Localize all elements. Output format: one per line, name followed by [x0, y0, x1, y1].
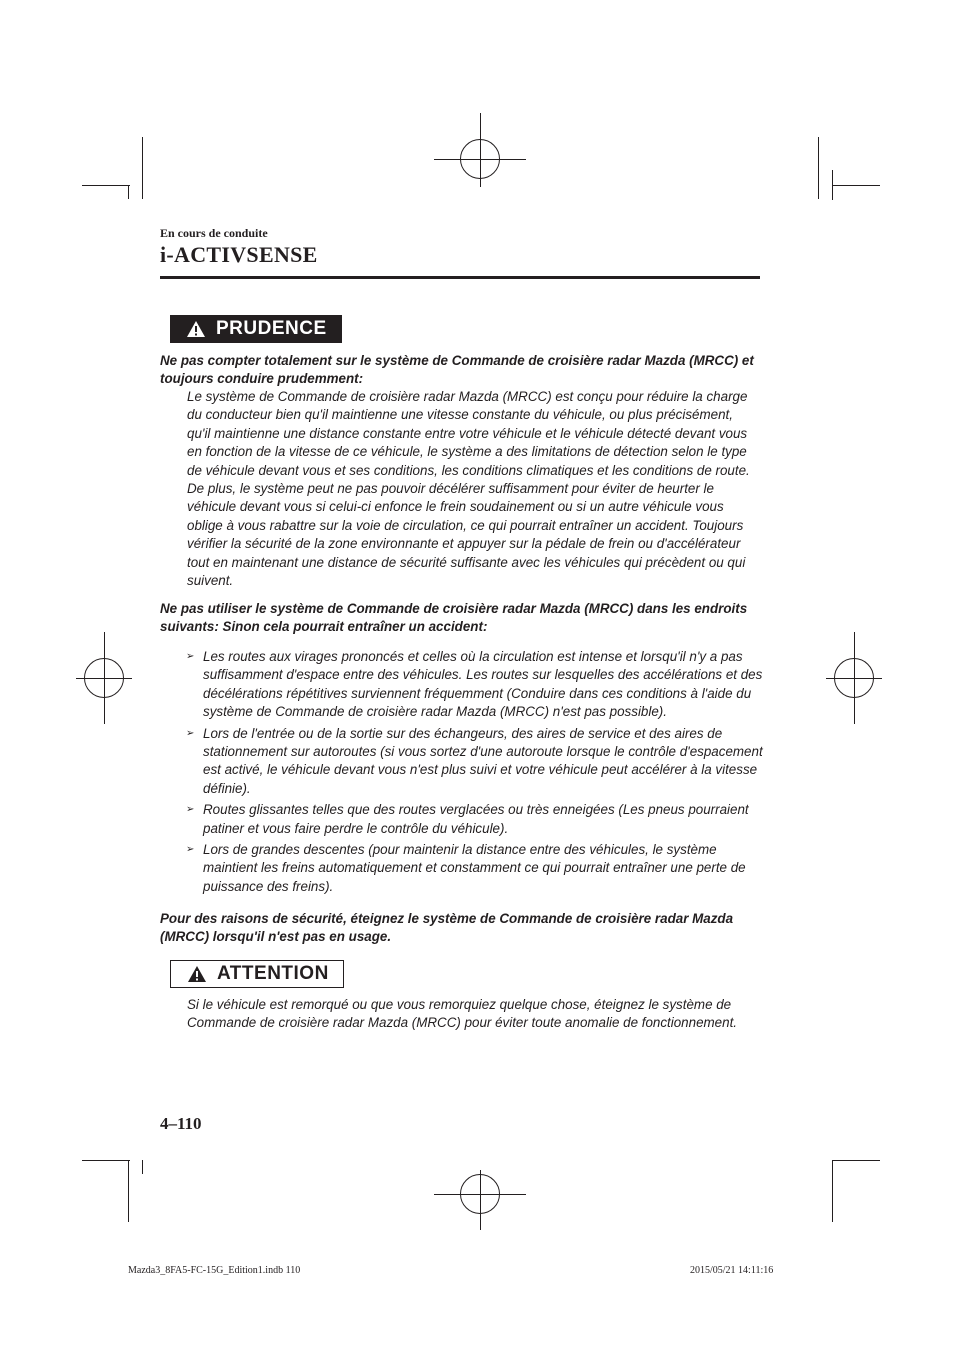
caution-warning-title-1: Ne pas compter totalement sur le système de Commande de croisière radar Mazda (MRCC) et toujours conduire prudemment: — [160, 353, 754, 386]
caution-warning-title-3: Pour des raisons de sécurité, éteignez le système de Commande de croisière radar Mazda (MRCC) lorsqu'il n'est pas en usage. — [160, 911, 734, 944]
list-item: ➢ Routes glissantes telles que des routes verglacées ou très enneigées (Les pneus pourraient patiner et vous faire perdre le contrôle du véhicule). — [186, 802, 749, 836]
warning-triangle-icon — [186, 320, 206, 338]
attention-label: ATTENTION — [217, 963, 329, 984]
warning-triangle-icon — [187, 965, 207, 983]
arrowhead-bullet-icon: ➢ — [186, 804, 195, 816]
arrowhead-bullet-icon: ➢ — [186, 844, 195, 856]
caution-label: PRUDENCE — [216, 318, 327, 339]
attention-body: Si le véhicule est remorqué ou que vous remorquiez quelque chose, éteignez le système de Commande de croisière radar Mazda (MRCC) pour éviter toute anomalie de fonctionnement. — [187, 997, 738, 1031]
caution-warning-title-2: Ne pas utiliser le système de Commande de croisière radar Mazda (MRCC) dans les endroits suivants: Sinon cela pourrait entraîner un accident: — [160, 601, 748, 634]
list-item: ➢ Lors de grandes descentes (pour maintenir la distance entre des véhicules, le système maintient les freins automatiquement et constamment ce qui pourrait entraîner une perte de puissance des freins). — [186, 842, 746, 894]
section-label: En cours de conduite — [160, 226, 268, 240]
header-rule — [160, 276, 760, 279]
list-item: ➢ Lors de l'entrée ou de la sortie sur des échangeurs, des aires de service et des aires de stationnement sur autoroutes (si vous sortez d'une autoroute lorsque le contrôle d'espacement est activé, le véhicule devant vous n'est plus suivi et votre véhicule peut accélérer à la vitesse définie). — [186, 725, 763, 796]
footer-timestamp: 2015/05/21 14:11:16 — [690, 1265, 774, 1276]
attention-badge — [170, 960, 344, 988]
list-item: ➢ Les routes aux virages prononcés et celles où la circulation est intense et lorsqu'il n'y a pas suffisamment d'espace entre des véhicules. Les routes sur lesquelles des accélérations et des décélérations répétitives surviennent fréquemment (Conduire dans ces conditions à l'aide du système de Commande de croisière radar Mazda (MRCC) n'est pas possible). — [186, 649, 763, 720]
page-number: 4–110 — [160, 1114, 202, 1133]
chapter-title: i-ACTIVSENSE — [160, 242, 318, 267]
caution-warning-body-1: Le système de Commande de croisière radar Mazda (MRCC) est conçu pour réduire la charge du conducteur bien qu'il maintienne une vitesse constante du véhicule, ou plus précisément, qu'il maintienne une distance constante entre votre véhicule et le véhicule détecté devant vous en fonction de la vitesse de ce véhicule, le système a des limitations de détection selon le type de véhicule devant vous et ses conditions, les conditions climatiques et les conditions de route. De plus, le système peut ne pas pouvoir décélérer suffisamment pour éviter de heurter le véhicule devant vous si celui-ci enfonce le frein soudainement ou si un autre véhicule vous oblige à vous rabattre sur la voie de circulation, ce qui pourrait entraîner un accident. Toujours vérifier la sécurité de la zone environnante et appuyer sur la pédale de frein ou d'accélérateur tout en maintenant une distance de sécurité suffisante avec les véhicules qui précèdent ou qui suivent. — [187, 389, 750, 589]
caution-bullet-list — [186, 648, 763, 899]
caution-badge — [170, 315, 342, 343]
arrowhead-bullet-icon: ➢ — [186, 651, 195, 662]
arrowhead-bullet-icon: ➢ — [186, 727, 195, 739]
footer-file-name: Mazda3_8FA5-FC-15G_Edition1.indb 110 — [128, 1265, 301, 1276]
